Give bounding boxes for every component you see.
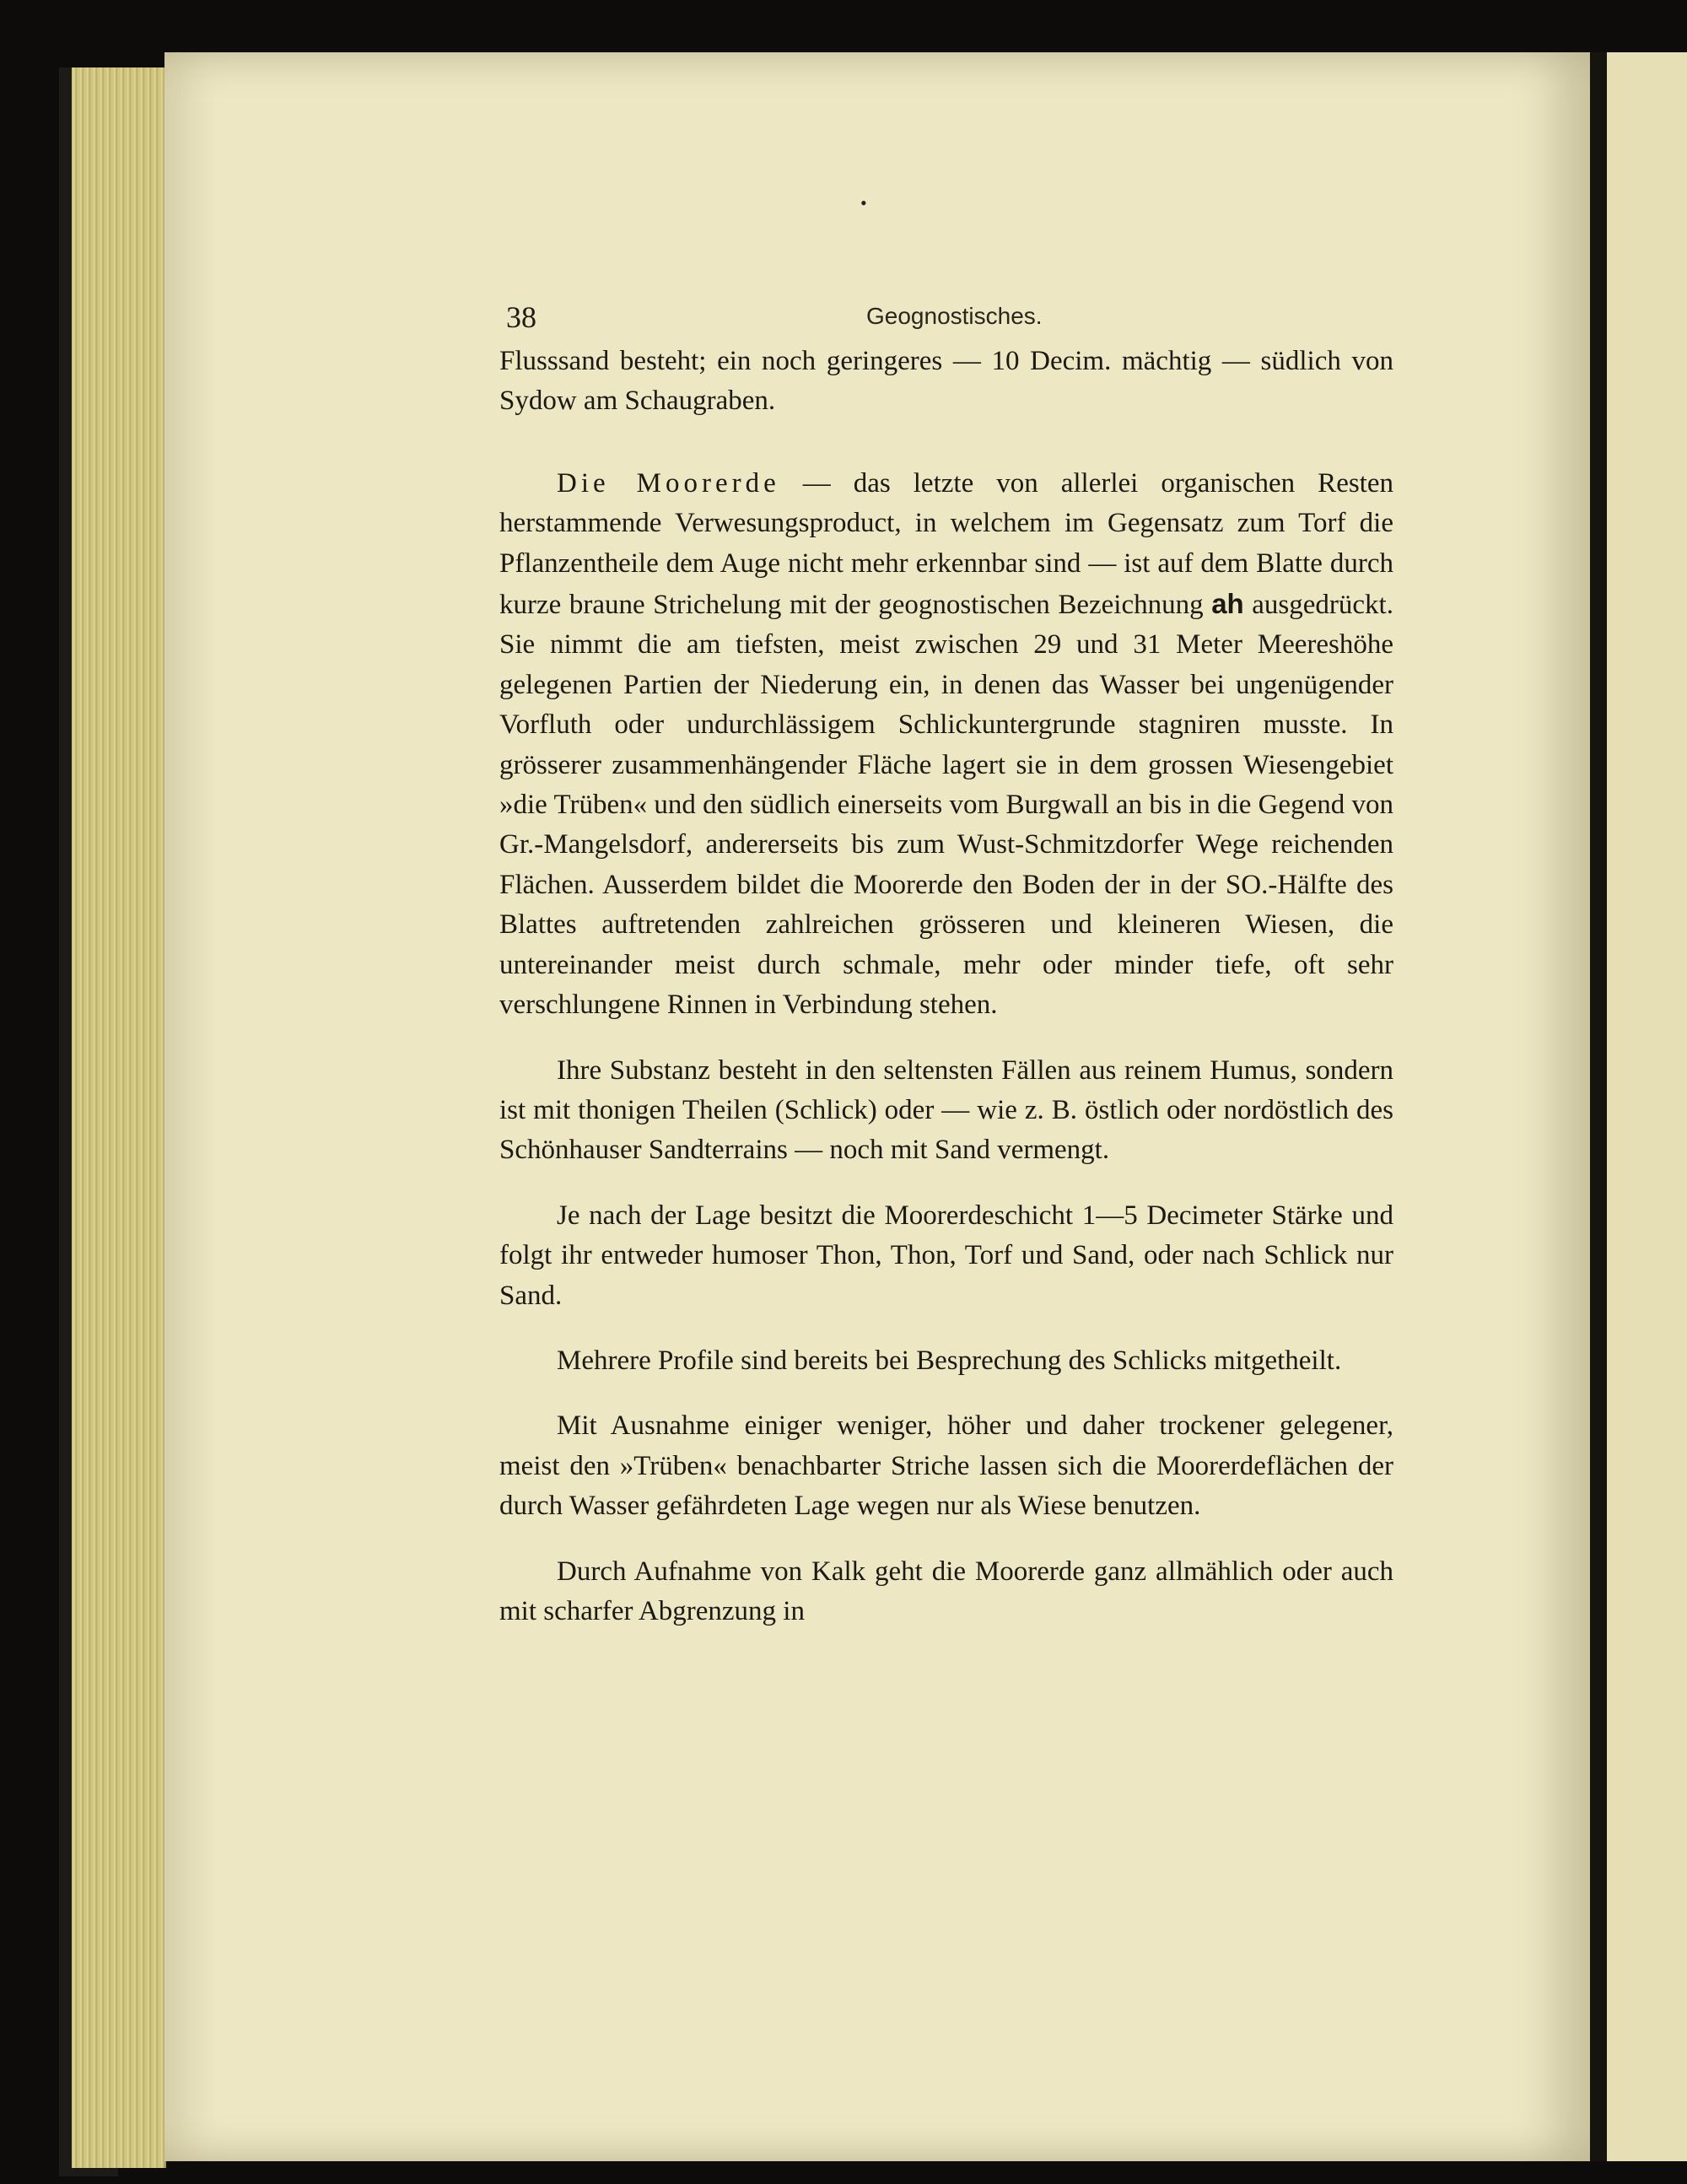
map-symbol: ah	[1211, 588, 1244, 620]
paragraph-2-text-b: ausgedrückt. Sie nimmt die am tiefsten, meist zwischen 29 und 31 Meter Meereshöhe gelegenen Partien der Niederung ein, in denen das Wasser bei ungenügender Vorfluth oder undurchlässigem Schlickuntergrunde stagniren musste. In grösserer zusammenhängender Fläche lagert sie in dem grossen Wiesengebiet »die Trüben« und den südlich einerseits vom Burgwall an bis in die Gegend von Gr.-Mangelsdorf, andererseits bis zum Wust-Schmitzdorfer Wege reichenden Flächen. Ausserdem bildet die Moorerde den Boden der in der SO.-Hälfte des Blattes auftretenden zahlreichen grösseren und kleineren Wiesen, die untereinander meist durch schmale, mehr oder minder tiefe, oft sehr verschlungene Rinnen in Verbindung stehen.	[499, 590, 1393, 1021]
paragraph-2-text-a: — das letzte von allerlei organischen Resten herstammende Verwesungsproduct, in welchem im Gegensatz zum Torf die Pflanzentheile dem Auge nicht mehr erkennbar sind — ist auf dem Blatte durch kurze braune Strichelung mit der geognostischen Bezeichnung	[499, 467, 1393, 621]
page-number: 38	[506, 300, 536, 334]
section-title: Geognostisches.	[866, 303, 1043, 329]
paragraph-7: Durch Aufnahme von Kalk geht die Moorerde ganz allmählich oder auch mit scharfer Abgrenzung in	[499, 1556, 1393, 1626]
running-head	[506, 299, 1392, 333]
page-edges	[72, 67, 166, 2168]
text-body	[499, 342, 1393, 1631]
ink-speck: •	[860, 192, 867, 213]
next-page-edge	[1607, 52, 1687, 2161]
paragraph-2	[499, 464, 1393, 1026]
paragraph-4: Je nach der Lage besitzt die Moorerdeschicht 1—5 Decimeter Stärke und folgt ihr entweder humoser Thon, Thon, Torf und Sand, oder nach Schlick nur Sand.	[499, 1200, 1393, 1311]
paragraph-3: Ihre Substanz besteht in den seltensten Fällen aus reinem Humus, sondern ist mit thonigen Theilen (Schlick) oder — wie z. B. östlich oder nordöstlich des Schönhauser Sandterrains — noch mit Sand vermengt.	[499, 1054, 1393, 1166]
paragraph-6: Mit Ausnahme einiger weniger, höher und daher trockener gelegener, meist den »Trüben« benachbarter Striche lassen sich die Moorerdeflächen der durch Wasser gefährdeten Lage wegen nur als Wiese benutzen.	[499, 1410, 1393, 1522]
term-moorerde: Die Moorerde	[557, 467, 780, 499]
paragraph-1: Flusssand besteht; ein noch geringeres — 10 Decim. mächtig — südlich von Sydow am Schaugraben.	[499, 346, 1393, 417]
gutter-shadow	[1590, 52, 1607, 2161]
paragraph-5: Mehrere Profile sind bereits bei Besprechung des Schlicks mitgetheilt.	[557, 1345, 1342, 1376]
